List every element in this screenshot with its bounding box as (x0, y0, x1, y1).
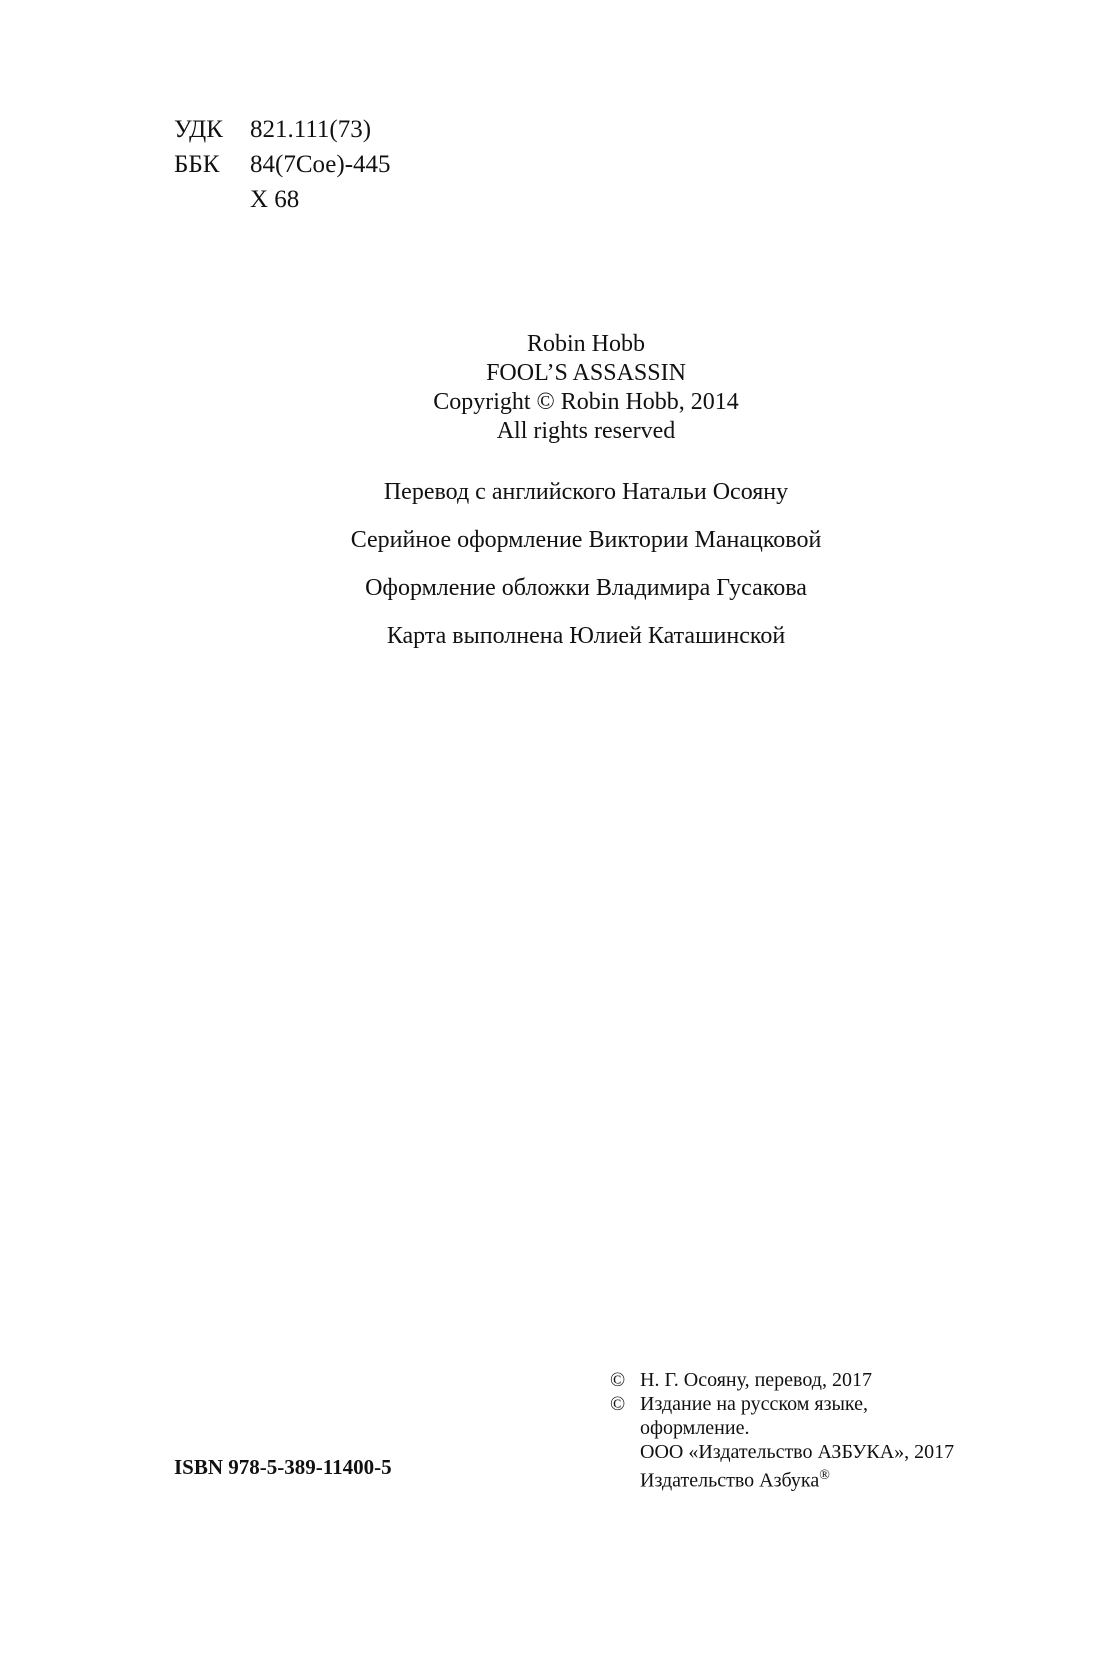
udk-value: 821.111(73) (250, 116, 372, 143)
translation-credit: Перевод с английского Натальи Осояну (383, 479, 789, 505)
series-design-credit: Серийное оформление Виктории Манацковой (350, 527, 822, 553)
bbk-row (174, 147, 391, 182)
bbk-value: 84(7Сое)-445 (250, 151, 391, 178)
original-copyright: Copyright © Robin Hobb, 2014 (433, 389, 739, 415)
bbk-label: ББК (174, 151, 220, 178)
registered-mark: ® (819, 1468, 830, 1483)
original-rights: All rights reserved (496, 418, 676, 444)
copyright-design: оформление. (640, 1417, 750, 1439)
original-edition-block (0, 330, 1100, 446)
original-title: FOOL’S ASSASSIN (486, 360, 686, 386)
copyright-publisher: ООО «Издательство АЗБУКА», 2017 (640, 1441, 955, 1463)
map-credit: Карта выполнена Юлией Каташинской (386, 623, 786, 649)
udk-label: УДК (174, 116, 223, 143)
credits-block (0, 478, 1100, 670)
copyright-sign: © (610, 1393, 626, 1415)
author-mark: Х 68 (250, 186, 300, 213)
copyright-line-translation (610, 1368, 954, 1392)
copyright-sign: © (610, 1369, 626, 1391)
original-author: Robin Hobb (526, 331, 645, 357)
publisher-trademark-text: Издательство Азбука (640, 1469, 820, 1492)
copyright-edition: Издание на русском языке, (640, 1393, 868, 1415)
cover-design-credit: Оформление обложки Владимира Гусакова (365, 575, 807, 601)
copyright-translation: Н. Г. Осояну, перевод, 2017 (640, 1369, 872, 1391)
publisher-trademark (640, 1464, 830, 1493)
author-mark-row (174, 182, 391, 217)
isbn: ISBN 978-5-389-11400-5 (174, 1455, 392, 1479)
catalog-block (174, 112, 391, 217)
copyright-notices (610, 1368, 954, 1493)
copyright-line-edition (610, 1392, 954, 1416)
udk-row (174, 112, 391, 147)
